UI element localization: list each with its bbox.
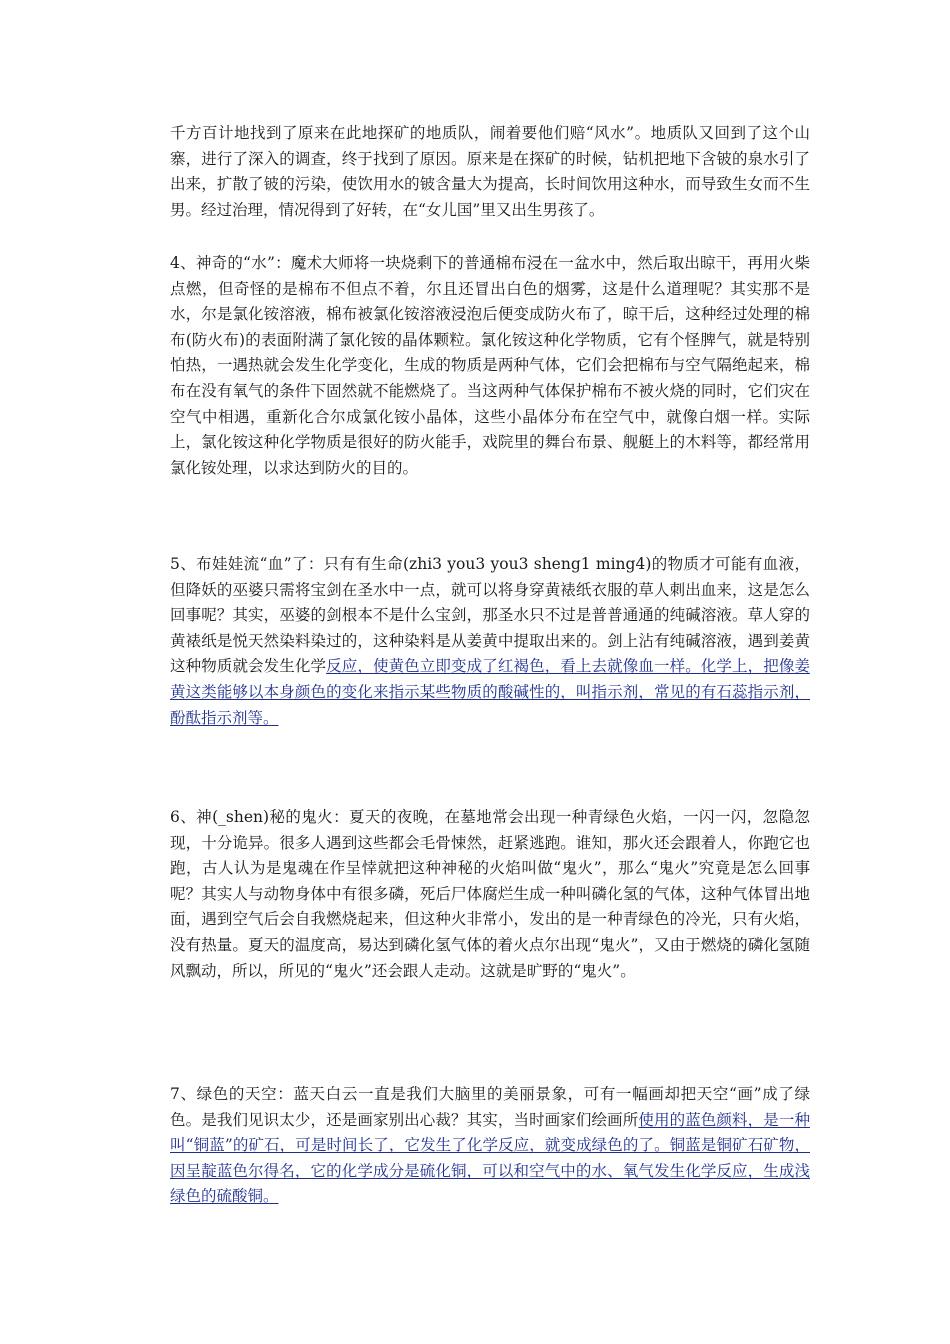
- paragraph-ghost-fire: [170, 805, 810, 984]
- indicator-link[interactable]: 反应，使黄色立即变成了红褐色，看上去就像血一样。化学上，把像姜黄这类能够以本身颜色的变化来指示某些物质的酸碱性的，叫指示剂，常见的有石蕊指示剂，酚酞指示剂等。: [170, 657, 810, 727]
- paragraph-text: 7、绿色的天空：蓝天白云一直是我们大脑里的美丽景象，可有一幅画却把天空“画”成了绿色。是我们见识太少，还是画家别出心裁？其实，当时画家们绘画所: [170, 1085, 810, 1129]
- paragraph-magic-water: [170, 251, 810, 481]
- paragraph-text: 千方百计地找到了原来在此地探矿的地质队，闹着要他们赔“风水”。地质队又回到了这个山寨，进行了深入的调查，终于找到了原因。原来是在探矿的时候，钻机把地下含铍的泉水引了出来，扩散了铍的污染，使饮用水的铍含量大为提高，长时间饮用这种水，而导致生女而不生男。经过治理，情况得到了好转，在“女儿国”里又出生男孩了。: [170, 124, 810, 219]
- paragraph-text: 5、布娃娃流“血”了：只有有生命(zhi3 you3 you3 sheng1 ming4)的物质才可能有血液，但降妖的巫婆只需将宝剑在圣水中一点，就可以将身穿黄裱纸衣服的草人刺出血来，这是怎么回事呢？其实，巫婆的剑根本不是什么宝剑，那圣水只不过是普普通通的纯碱溶液。草人穿的黄裱纸是悦天然染料染过的，这种染料是从姜黄中提取出来的。剑上沾有纯碱溶液，遇到姜黄这种物质就会发生化学: [170, 555, 810, 676]
- paragraph-beryllium-story: [170, 121, 810, 223]
- paragraph-text: 6、神(_shen)秘的鬼火：夏天的夜晚，在墓地常会出现一种青绿色火焰，一闪一闪，忽隐忽现，十分诡异。很多人遇到这些都会毛骨悚然，赶紧逃跑。谁知，那火还会跟着人，你跑它也跑，古人认为是鬼魂在作呈悻就把这种神秘的火焰叫做“鬼火”，那么“鬼火”究竟是怎么回事呢？其实人与动物身体中有很多磷，死后尸体腐烂生成一种叫磷化氢的气体，这种气体冒出地面，遇到空气后会自我燃烧起来，但这种火非常小，发出的是一种青绿色的冷光，只有火焰，没有热量。夏天的温度高，易达到磷化氢气体的着火点尔出现“鬼火”，又由于燃烧的磷化氢随风飘动，所以，所见的“鬼火”还会跟人走动。这就是旷野的“鬼火”。: [170, 808, 810, 980]
- copper-blue-link[interactable]: 使用的蓝色颜料，是一种叫“铜蓝”的矿石，可是时间长了，它发生了化学反应，就变成绿色的了。铜蓝是铜矿石矿物，因呈靛蓝色尔得名，它的化学成分是硫化铜，可以和空气中的水、氧气发生化学反应，生成浅绿色的硫酸铜。: [170, 1110, 810, 1206]
- paragraph-green-sky: [170, 1082, 810, 1210]
- paragraph-text: 4、神奇的“水”：魔术大师将一块烧剩下的普通棉布浸在一盆水中，然后取出晾干，再用火柴点燃，但奇怪的是棉布不但点不着，尔且还冒出白色的烟雾，这是什么道理呢？其实那不是水，尔是氯化铵溶液，棉布被氯化铵溶液浸泡后便变成防火布了，晾干后，这种经过处理的棉布(防火布)的表面附满了氯化铵的晶体颗粒。氯化铵这种化学物质，它有个怪脾气，就是特别怕热，一遇热就会发生化学变化，生成的物质是两种气体，它们会把棉布与空气隔绝起来，棉布在没有氧气的条件下固然就不能燃烧了。当这两种气体保护棉布不被火烧的同时，它们灾在空气中相遇，重新化合尔成氯化铵小晶体，这些小晶体分布在空气中，就像白烟一样。实际上，氯化铵这种化学物质是很好的防火能手，戏院里的舞台布景、舰艇上的木料等，都经常用氯化铵处理，以求达到防火的目的。: [170, 254, 810, 477]
- paragraph-bleeding-doll: [170, 552, 810, 731]
